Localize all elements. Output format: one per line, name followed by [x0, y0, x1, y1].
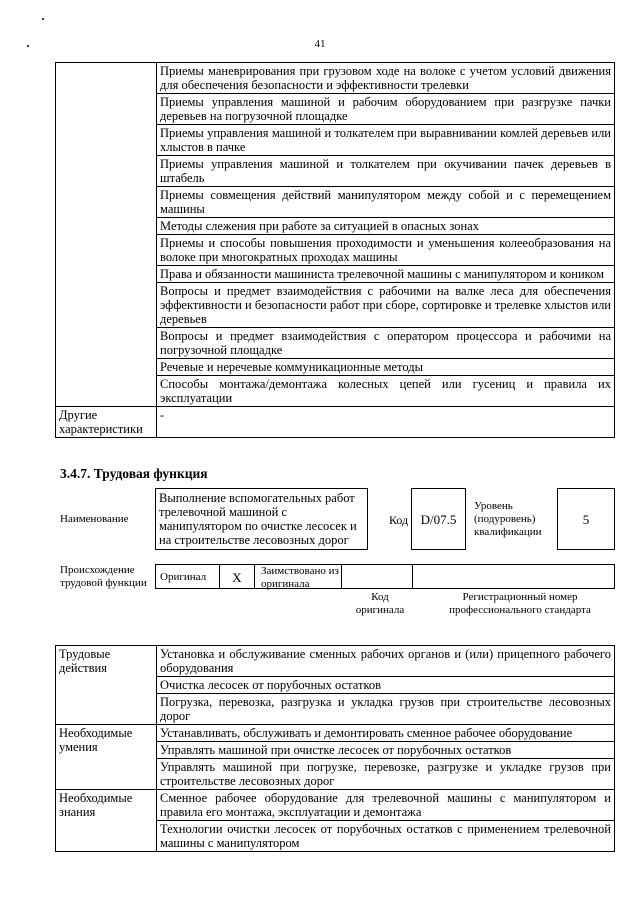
group-label: Необходимые знания [56, 790, 157, 852]
table-cell: Приемы маневрирования при грузовом ходе на волоке с учетом условий движения для обеспечения безопасности и эффективности трелевки [157, 63, 615, 94]
original-mark: X [232, 570, 242, 585]
other-characteristics-value: - [157, 407, 615, 438]
function-code-value: D/07.5 [420, 512, 457, 527]
group-label: Необходимые умения [56, 725, 157, 790]
table-cell: Приемы и способы повышения проходимости и уменьшения колееобразования на волоке при многократных проходах машины [157, 235, 615, 266]
borrowed-mark-box [341, 564, 413, 589]
table-cell: Управлять машиной при очистке лесосек от порубочных остатков [157, 742, 615, 759]
name-label: Наименование [60, 513, 129, 525]
origin-label: Происхождение трудовой функции [60, 564, 147, 589]
page-number: 41 [314, 38, 326, 50]
table-cell: Способы монтажа/демонтажа колесных цепей или гусениц и правила их эксплуатации [157, 376, 615, 407]
empty-label-cell [56, 63, 157, 407]
table-row [56, 407, 615, 438]
table-cell: Установка и обслуживание сменных рабочих органов и (или) прицепного рабочего оборудования [157, 646, 615, 677]
table-cell: Сменное рабочее оборудование для трелевочной машины с манипулятором и правила его монтажа, эксплуатации и демонтажа [157, 790, 615, 821]
function-name-box [155, 488, 368, 550]
other-characteristics-label: Другие характеристики [56, 407, 157, 438]
group-label: Трудовые действия [56, 646, 157, 725]
table-cell: Речевые и неречевые коммуникационные методы [157, 359, 615, 376]
reg-number-caption: Регистрационный номер профессионального стандарта [449, 591, 591, 616]
table-cell: Приемы управления машиной и рабочим оборудованием при разгрузке пачки деревьев на погрузочной площадке [157, 94, 615, 125]
table-cell: Права и обязанности машиниста трелевочной машины с манипулятором и коником [157, 266, 615, 283]
table-cell: Приемы совмещения действий манипулятором между собой и с перемещением машины [157, 187, 615, 218]
level-label: Уровень (подуровень) квалификации [474, 500, 542, 538]
function-code-box [411, 488, 466, 550]
table-cell: Погрузка, перевозка, разгрузка и укладка грузов при строительстве лесовозных дорог [157, 694, 615, 725]
table-cell: Устанавливать, обслуживать и демонтировать сменное рабочее оборудование [157, 725, 615, 742]
knowledge-table-continued [55, 62, 615, 438]
table-row [56, 725, 615, 742]
table-cell: Методы слежения при работе за ситуацией в опасных зонах [157, 218, 615, 235]
table-row [56, 790, 615, 821]
table-cell: Вопросы и предмет взаимодействия с оператором процессора и рабочими на погрузочной площадке [157, 328, 615, 359]
table-cell: Приемы управления машиной и толкателем при окучивании пачек деревьев в штабель [157, 156, 615, 187]
table-row [56, 646, 615, 677]
table-cell: Очистка лесосек от порубочных остатков [157, 677, 615, 694]
code-label: Код [389, 513, 409, 527]
original-label: Оригинал [160, 571, 207, 583]
scan-speck [42, 18, 44, 20]
borrowed-label: Заимствовано из оригинала [261, 565, 339, 590]
function-name-value: Выполнение вспомогательных работ трелевочной машиной с манипулятором по очистке лесосек и на строительстве лесовозных дорог [159, 491, 357, 547]
table-row [56, 63, 615, 94]
level-box [557, 488, 615, 550]
table-cell: Управлять машиной при погрузке, перевозке, разгрузке и укладке грузов при строительстве лесовозных дорог [157, 759, 615, 790]
table-cell: Вопросы и предмет взаимодействия с рабочими на валке леса для обеспечения эффективности и безопасности работ при сборе, сортировке и трелевке хлыстов или деревьев [157, 283, 615, 328]
level-value: 5 [582, 512, 590, 527]
original-mark-box [219, 564, 255, 589]
function-details-table [55, 645, 615, 852]
table-cell: Технологии очистки лесосек от порубочных остатков с применением трелевочной машины с манипулятором [157, 821, 615, 852]
table-cell: Приемы управления машиной и толкателем при выравнивании комлей деревьев или хлыстов в пачке [157, 125, 615, 156]
code-original-caption: Код оригинала [355, 591, 405, 616]
section-title: 3.4.7. Трудовая функция [60, 466, 208, 481]
